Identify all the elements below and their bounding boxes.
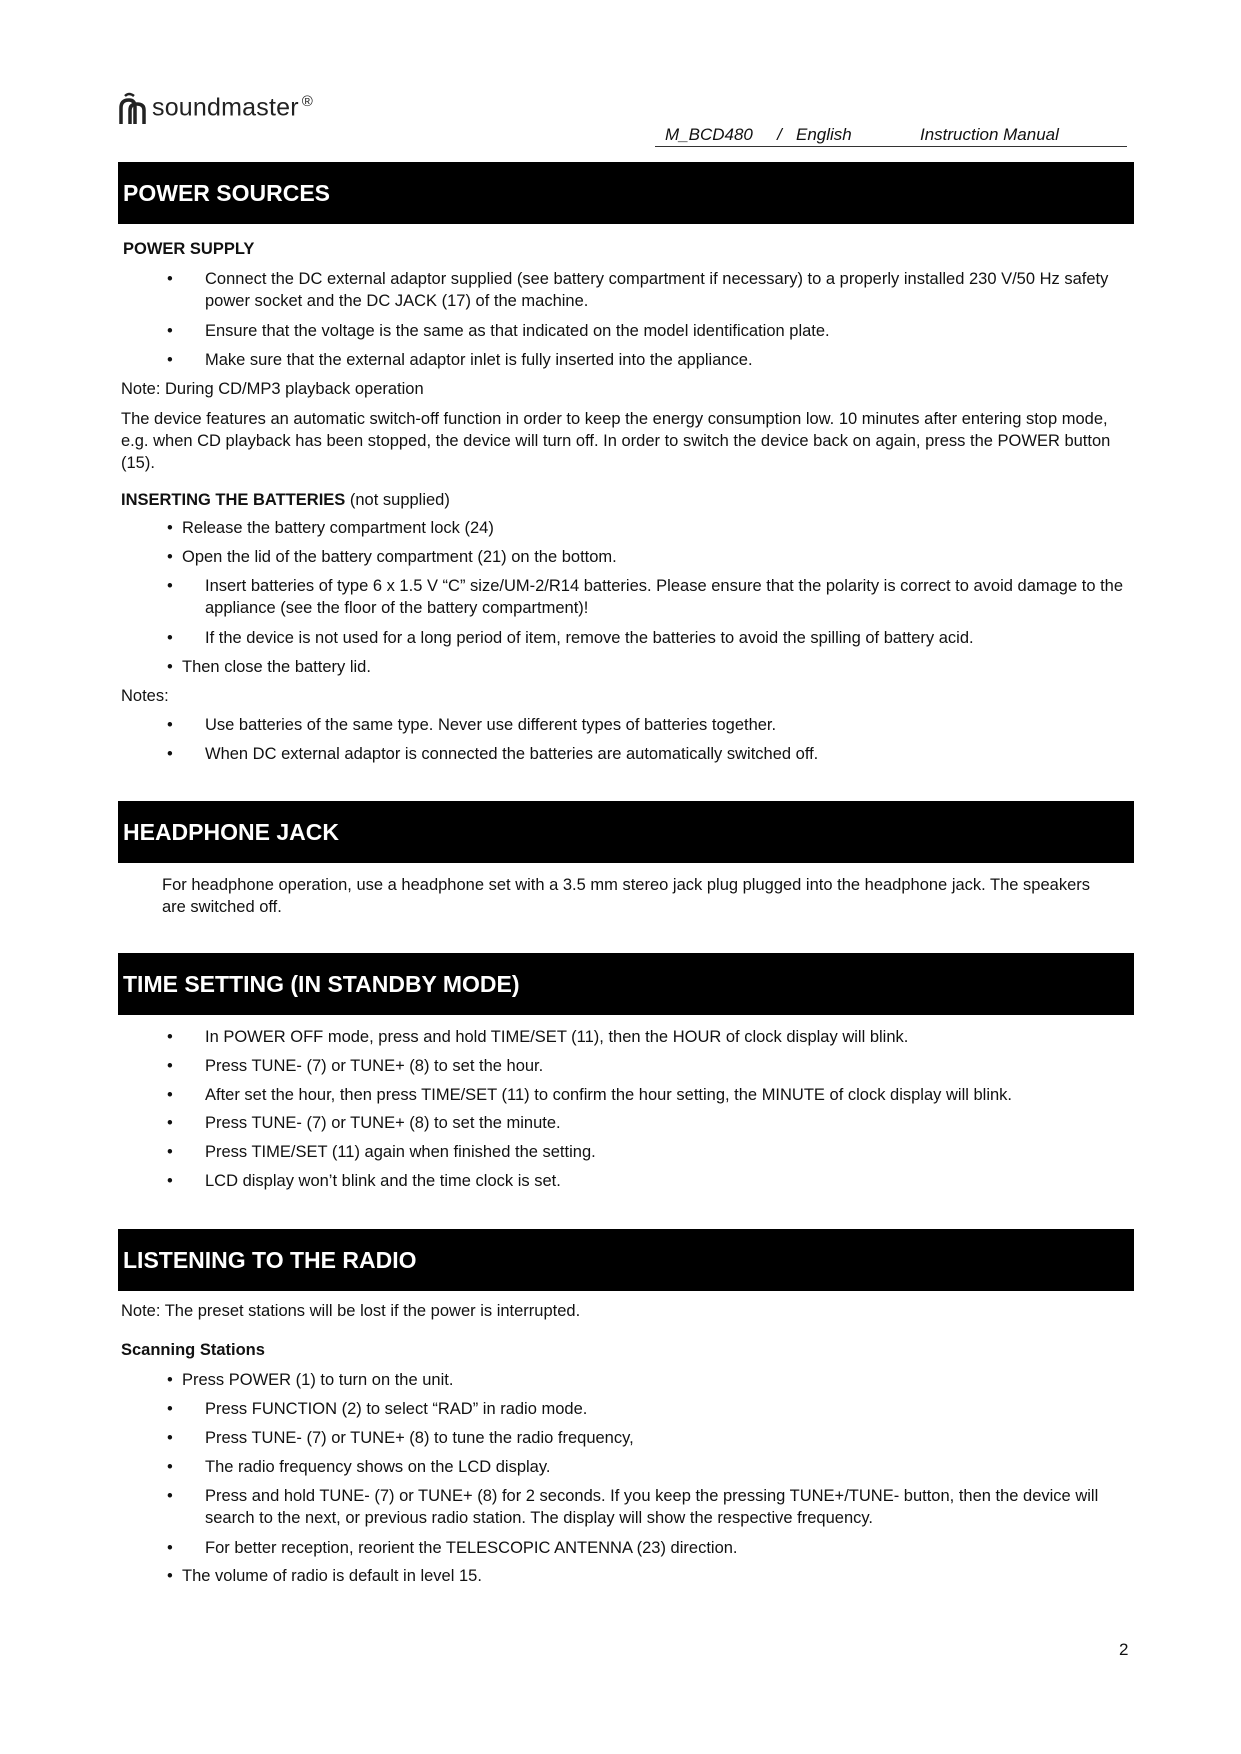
list-item: • If the device is not used for a long period of item, remove the batteries to avoid the spilling of battery acid. bbox=[167, 629, 974, 647]
list-item: • In POWER OFF mode, press and hold TIME/SET (11), then the HOUR of clock display will blink. bbox=[167, 1028, 909, 1046]
list-item: • Press TUNE- (7) or TUNE+ (8) to set the minute. bbox=[167, 1114, 561, 1132]
headphone-paragraph: For headphone operation, use a headphone set with a 3.5 mm stereo jack plug plugged into the headphone jack. The speakers are switched off. bbox=[162, 876, 1090, 916]
list-item: • Press TUNE- (7) or TUNE+ (8) to set the hour. bbox=[167, 1057, 544, 1075]
scanning-stations-heading: Scanning Stations bbox=[121, 1341, 265, 1359]
list-item: • Release the battery compartment lock (24) bbox=[167, 519, 494, 537]
brand-name: soundmaster ® bbox=[152, 93, 313, 122]
power-supply-heading: POWER SUPPLY bbox=[123, 240, 255, 258]
batteries-heading: INSERTING THE BATTERIES (not supplied) bbox=[121, 491, 450, 509]
list-item: • Insert batteries of type 6 x 1.5 V “C” size/UM-2/R14 batteries. Please ensure that the polarity is correct to avoid damage to the appliance (see the floor of the battery compartment)! bbox=[167, 577, 1124, 617]
document-header bbox=[655, 125, 1127, 147]
list-item: • Press TIME/SET (11) again when finished the setting. bbox=[167, 1143, 596, 1161]
power-note: Note: During CD/MP3 playback operation bbox=[121, 380, 424, 398]
document-type: Instruction Manual bbox=[920, 125, 1059, 144]
section-header-radio: LISTENING TO THE RADIO bbox=[118, 1229, 1134, 1291]
auto-off-paragraph: The device features an automatic switch-off function in order to keep the energy consumption low. 10 minutes after entering stop mode, e.g. when CD playback has been stopped, the device will turn off. In order to switch the device back on again, press the POWER button (15). bbox=[121, 410, 1111, 472]
header-separator: / bbox=[777, 125, 782, 144]
list-item: • Connect the DC external adaptor supplied (see battery compartment if necessary) to a properly installed 230 V/50 Hz safety power socket and the DC JACK (17) of the machine. bbox=[167, 270, 1109, 310]
list-item: • Press POWER (1) to turn on the unit. bbox=[167, 1371, 454, 1389]
list-item: • For better reception, reorient the TELESCOPIC ANTENNA (23) direction. bbox=[167, 1539, 738, 1557]
list-item: • Then close the battery lid. bbox=[167, 658, 371, 676]
list-item: • Open the lid of the battery compartment (21) on the bottom. bbox=[167, 548, 617, 566]
list-item: • The radio frequency shows on the LCD display. bbox=[167, 1458, 551, 1476]
list-item: • Make sure that the external adaptor inlet is fully inserted into the appliance. bbox=[167, 351, 753, 369]
section-header-power-sources: POWER SOURCES bbox=[118, 162, 1134, 224]
list-item: • Ensure that the voltage is the same as that indicated on the model identification plate. bbox=[167, 322, 830, 340]
list-item: • Press FUNCTION (2) to select “RAD” in radio mode. bbox=[167, 1400, 588, 1418]
list-item: • LCD display won’t blink and the time clock is set. bbox=[167, 1172, 561, 1190]
section-header-time-setting: TIME SETTING (IN STANDBY MODE) bbox=[118, 953, 1134, 1015]
list-item: • When DC external adaptor is connected the batteries are automatically switched off. bbox=[167, 745, 819, 763]
list-item: • Use batteries of the same type. Never use different types of batteries together. bbox=[167, 716, 777, 734]
radio-note: Note: The preset stations will be lost if the power is interrupted. bbox=[121, 1302, 581, 1320]
page-number: 2 bbox=[1119, 1640, 1129, 1659]
notes-label: Notes: bbox=[121, 687, 169, 705]
list-item: • The volume of radio is default in level 15. bbox=[167, 1567, 482, 1585]
list-item: • Press TUNE- (7) or TUNE+ (8) to tune the radio frequency, bbox=[167, 1429, 634, 1447]
brand-logo bbox=[118, 90, 313, 126]
list-item: • After set the hour, then press TIME/SET (11) to confirm the hour setting, the MINUTE of clock display will blink. bbox=[167, 1086, 1013, 1104]
list-item: • Press and hold TUNE- (7) or TUNE+ (8) for 2 seconds. If you keep the pressing TUNE+/TUNE- button, then the device will search to the next, or previous radio station. The display will show the respective frequency. bbox=[167, 1487, 1099, 1527]
language-label: English bbox=[796, 125, 852, 144]
soundmaster-logo-icon bbox=[118, 90, 148, 126]
section-header-headphone-jack: HEADPHONE JACK bbox=[118, 801, 1134, 863]
model-number: M_BCD480 bbox=[665, 125, 753, 144]
